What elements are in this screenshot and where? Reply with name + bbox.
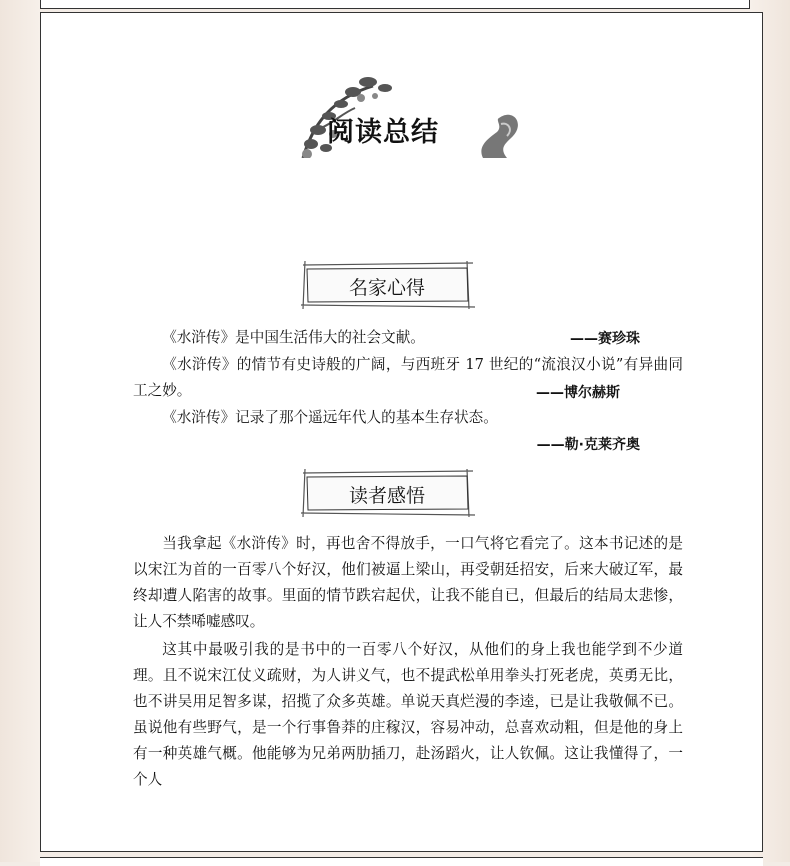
body-paragraph: 当我拿起《水浒传》时，再也舍不得放手，一口气将它看完了。这本书记述的是以宋江为首的一百零八个好汉，他们被逼上梁山，再受朝廷招安，后来大破辽军，最终却遭人陷害的故事。里面的情节跌宕起伏，让我不能自已，但最后的结局太悲惨，让人不禁唏嘘感叹。 bbox=[133, 535, 683, 630]
quote-text: 《水浒传》是中国生活伟大的社会文献。 bbox=[162, 329, 425, 346]
quote-author: ——赛珍珠 bbox=[570, 331, 640, 347]
quote-text: 《水浒传》记录了那个遥远年代人的基本生存状态。 bbox=[162, 409, 498, 426]
document-page bbox=[40, 12, 763, 852]
section-heading-experts bbox=[297, 261, 477, 309]
previous-page-strip bbox=[40, 0, 750, 9]
banner-title: 阅读总结 bbox=[327, 117, 439, 148]
quote-author: ——博尔赫斯 bbox=[536, 385, 620, 401]
reading-summary-banner bbox=[263, 68, 523, 158]
body-paragraph: 这其中最吸引我的是书中的一百零八个好汉，从他们的身上我也能学到不少道理。且不说宋江仗义疏财，为人讲义气，也不提武松单用拳头打死老虎，英勇无比，也不讲吴用足智多谋，招揽了众多英雄。单说天真烂漫的李逵，已是让我敬佩不已。虽说他有些野气，是一个行事鲁莽的庄稼汉，容易冲动，总喜欢动粗，但是他的身上有一种英雄气概。他能够为兄弟两肋插刀，赴汤蹈火，让人钦佩。这让我懂得了，一个人 bbox=[133, 641, 683, 788]
section-heading-label: 名家心得 bbox=[348, 277, 425, 299]
page-edge-left bbox=[0, 0, 40, 862]
section-heading-reader bbox=[297, 469, 477, 517]
quote-text: 《水浒传》的情节有史诗般的广阔，与西班牙 17 世纪的“流浪汉小说”有异曲同工之妙。 bbox=[133, 356, 683, 399]
quote-author: ——勒·克莱齐奥 bbox=[536, 437, 640, 453]
section-heading-label: 读者感悟 bbox=[348, 485, 425, 507]
